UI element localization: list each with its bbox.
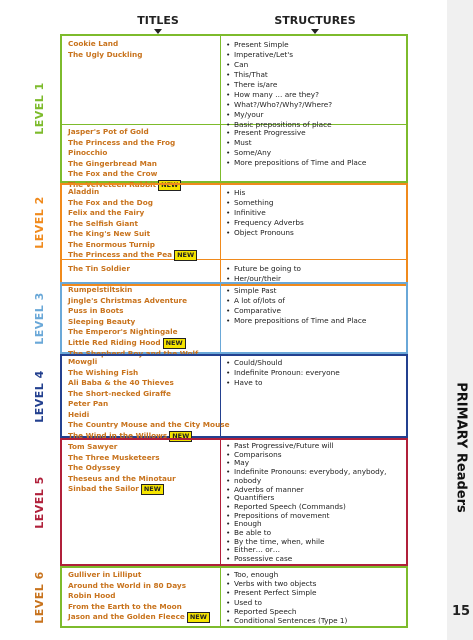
book-title: Robin Hood xyxy=(68,591,116,600)
book-title: Puss in Boots xyxy=(68,306,124,315)
structure-item: • My/your xyxy=(226,110,332,120)
structure-item: • Imperative/Let's xyxy=(226,50,332,60)
book-title: The Three Musketeers xyxy=(68,452,160,462)
structure-item: • May xyxy=(226,459,386,468)
structure-item: • Indefinite Pronouns: everybody, anybody, xyxy=(226,468,386,477)
structure-item: • His xyxy=(226,188,304,198)
structure-item: • Some/Any xyxy=(226,148,366,158)
book-title: From the Earth to the Moon xyxy=(68,601,182,611)
book-title: Jasper's Pot of Gold xyxy=(68,127,149,136)
level-1-label: LEVEL 1 xyxy=(32,82,46,135)
structure-item: • Enough xyxy=(226,520,386,529)
new-badge: NEW xyxy=(163,338,186,349)
book-title: The Short-necked Giraffe xyxy=(68,388,171,398)
book-title xyxy=(68,612,210,623)
book-title xyxy=(68,484,176,495)
book-title: Gulliver in Lilliput xyxy=(68,570,142,579)
book-title: Cookie Land xyxy=(68,39,119,48)
book-title: The Princess and the Frog xyxy=(68,137,176,147)
structure-item: • Basic prepositions of place xyxy=(226,120,332,130)
level-3-structures xyxy=(226,286,366,326)
level-5-structures xyxy=(226,442,386,564)
book-title: Tom Sawyer xyxy=(68,442,118,451)
book-title: Jingle's Christmas Adventure xyxy=(68,295,188,305)
structure-item: • Comparative xyxy=(226,306,366,316)
level-3-titles xyxy=(68,285,198,359)
book-title: The Ugly Duckling xyxy=(68,49,143,59)
book-title: Around the World in 80 Days xyxy=(68,580,187,590)
structure-item: • Reported Speech (Commands) xyxy=(226,503,386,512)
book-title: Aladdin xyxy=(68,187,100,196)
structure-item: • Either… or… xyxy=(226,546,386,555)
book-title-text: The Princess and the Pea xyxy=(68,250,173,259)
structure-item: • Conditional Sentences (Type 1) xyxy=(226,616,347,625)
level-2-structures-a xyxy=(226,188,304,238)
structure-item: • Present Perfect Simple xyxy=(226,588,347,597)
structure-item: • Her/our/their xyxy=(226,274,301,284)
structure-item: • More prepositions of Time and Place xyxy=(226,316,366,326)
structure-item: • Prepositions of movement xyxy=(226,512,386,521)
structure-item: • Must xyxy=(226,138,366,148)
structure-item: • Infinitive xyxy=(226,208,304,218)
new-badge: NEW xyxy=(174,250,197,261)
structure-item: • Verbs with two objects xyxy=(226,579,347,588)
structure-item: • A lot of/lots of xyxy=(226,296,366,306)
page-number: 15 xyxy=(451,604,471,619)
structure-item: • Possessive case xyxy=(226,555,386,564)
level-1-structures-a xyxy=(226,40,332,130)
level-6-structures xyxy=(226,570,347,625)
level-5-label: LEVEL 5 xyxy=(32,475,46,529)
level-6-titles xyxy=(68,570,210,623)
book-title-text: Jason and the Golden Fleece xyxy=(68,612,185,621)
level-5-box xyxy=(32,438,408,566)
new-badge: NEW xyxy=(169,431,192,442)
structure-item: • Something xyxy=(226,198,304,208)
book-title: Felix and the Fairy xyxy=(68,208,145,217)
level-4-box xyxy=(32,354,408,440)
structure-item: • Simple Past xyxy=(226,286,366,296)
book-title: Peter Pan xyxy=(68,399,109,408)
book-title xyxy=(68,338,198,349)
structure-item: • Too, enough xyxy=(226,570,347,579)
level-5-titles xyxy=(68,442,176,495)
book-title: Theseus and the Minotaur xyxy=(68,473,176,483)
book-title-text: Little Red Riding Hood xyxy=(68,337,161,347)
structure-item: • This/That xyxy=(226,70,332,80)
new-badge: NEW xyxy=(158,180,181,191)
structure-item: • Present Progressive xyxy=(226,128,366,138)
titles-header-label: TITLES xyxy=(137,14,179,27)
level-1-titles-b xyxy=(68,127,181,191)
structure-item: • There is/are xyxy=(226,80,332,90)
structures-header xyxy=(270,14,360,34)
side-title-text: PRIMARY Readers xyxy=(453,382,469,513)
book-title-text: The Wind in the Willows xyxy=(68,430,168,440)
structure-item: • Past Progressive/Future will xyxy=(226,442,386,451)
side-band xyxy=(447,0,473,640)
level-6-column-divider xyxy=(220,568,221,626)
book-title: The Fox and the Dog xyxy=(68,197,153,207)
book-title: Mowgli xyxy=(68,357,98,366)
new-badge: NEW xyxy=(187,612,210,623)
structure-item: • By the time, when, while xyxy=(226,538,386,547)
structure-item: • Could/Should xyxy=(226,358,340,368)
level-5-column-divider xyxy=(220,440,221,564)
book-title: Rumpelstiltskin xyxy=(68,285,133,294)
book-title: Heidi xyxy=(68,409,90,419)
book-title: The Wishing Fish xyxy=(68,367,139,377)
new-badge: NEW xyxy=(141,484,164,495)
level-3-label: LEVEL 3 xyxy=(32,291,46,345)
level-6-box xyxy=(32,566,408,628)
structure-item: • Quantifiers xyxy=(226,494,386,503)
level-6-label: LEVEL 6 xyxy=(32,570,46,624)
structure-item: • What?/Who?/Why?/Where? xyxy=(226,100,332,110)
structure-item: • Comparisons xyxy=(226,451,386,460)
book-title: The Tin Soldier xyxy=(68,264,130,273)
level-2-column-divider xyxy=(220,185,221,284)
titles-header xyxy=(128,14,188,34)
structure-item: • More prepositions of Time and Place xyxy=(226,158,366,168)
structures-header-label: STRUCTURES xyxy=(274,14,356,27)
level-1-box xyxy=(32,34,408,189)
level-1-column-divider xyxy=(220,36,221,181)
book-title: The Shepherd Boy and the Wolf xyxy=(68,348,199,358)
structure-item: • Frequency Adverbs xyxy=(226,218,304,228)
book-title xyxy=(68,250,197,261)
book-title-text: Sinbad the Sailor xyxy=(68,484,139,493)
structure-item: • Can xyxy=(226,60,332,70)
structure-item: • Used to xyxy=(226,598,347,607)
book-title: Sleeping Beauty xyxy=(68,316,136,326)
level-2-titles-b xyxy=(68,264,130,275)
level-2-label: LEVEL 2 xyxy=(32,195,46,249)
book-title: The Fox and the Crow xyxy=(68,169,158,178)
level-3-box xyxy=(32,282,408,358)
structure-item: • Be able to xyxy=(226,529,386,538)
book-title: Ali Baba & the 40 Thieves xyxy=(68,378,174,387)
level-1-titles-a xyxy=(68,39,142,60)
level-2-titles-a xyxy=(68,187,197,261)
book-title: The Odyssey xyxy=(68,463,121,472)
level-4-structures xyxy=(226,358,340,388)
side-title xyxy=(449,382,473,513)
level-1-structures-b xyxy=(226,128,366,168)
structure-item: • nobody xyxy=(226,477,386,486)
book-title: The Country Mouse and the City Mouse xyxy=(68,420,230,429)
structure-item: • Indefinite Pronoun: everyone xyxy=(226,368,340,378)
level-3-column-divider xyxy=(220,284,221,352)
book-title: The Selfish Giant xyxy=(68,218,138,228)
book-title: The King's New Suit xyxy=(68,229,151,238)
level-4-label: LEVEL 4 xyxy=(32,369,46,423)
book-title: The Emperor's Nightingale xyxy=(68,327,178,336)
structure-item: • Have to xyxy=(226,378,340,388)
structure-item: • Object Pronouns xyxy=(226,228,304,238)
level-2-box xyxy=(32,183,408,286)
structure-item: • Adverbs of manner xyxy=(226,486,386,495)
book-title: The Gingerbread Man xyxy=(68,158,157,168)
structure-item: • Present Simple xyxy=(226,40,332,50)
book-title-text: The Velveteen Rabbit xyxy=(68,179,157,189)
structure-item: • Reported Speech xyxy=(226,607,347,616)
book-title: Pinocchio xyxy=(68,148,108,157)
level-4-titles xyxy=(68,357,230,442)
structure-item: • Future be going to xyxy=(226,264,301,274)
book-title: The Enormous Turnip xyxy=(68,239,156,249)
level-2-structures-b xyxy=(226,264,301,284)
structure-item: • How many … are they? xyxy=(226,90,332,100)
